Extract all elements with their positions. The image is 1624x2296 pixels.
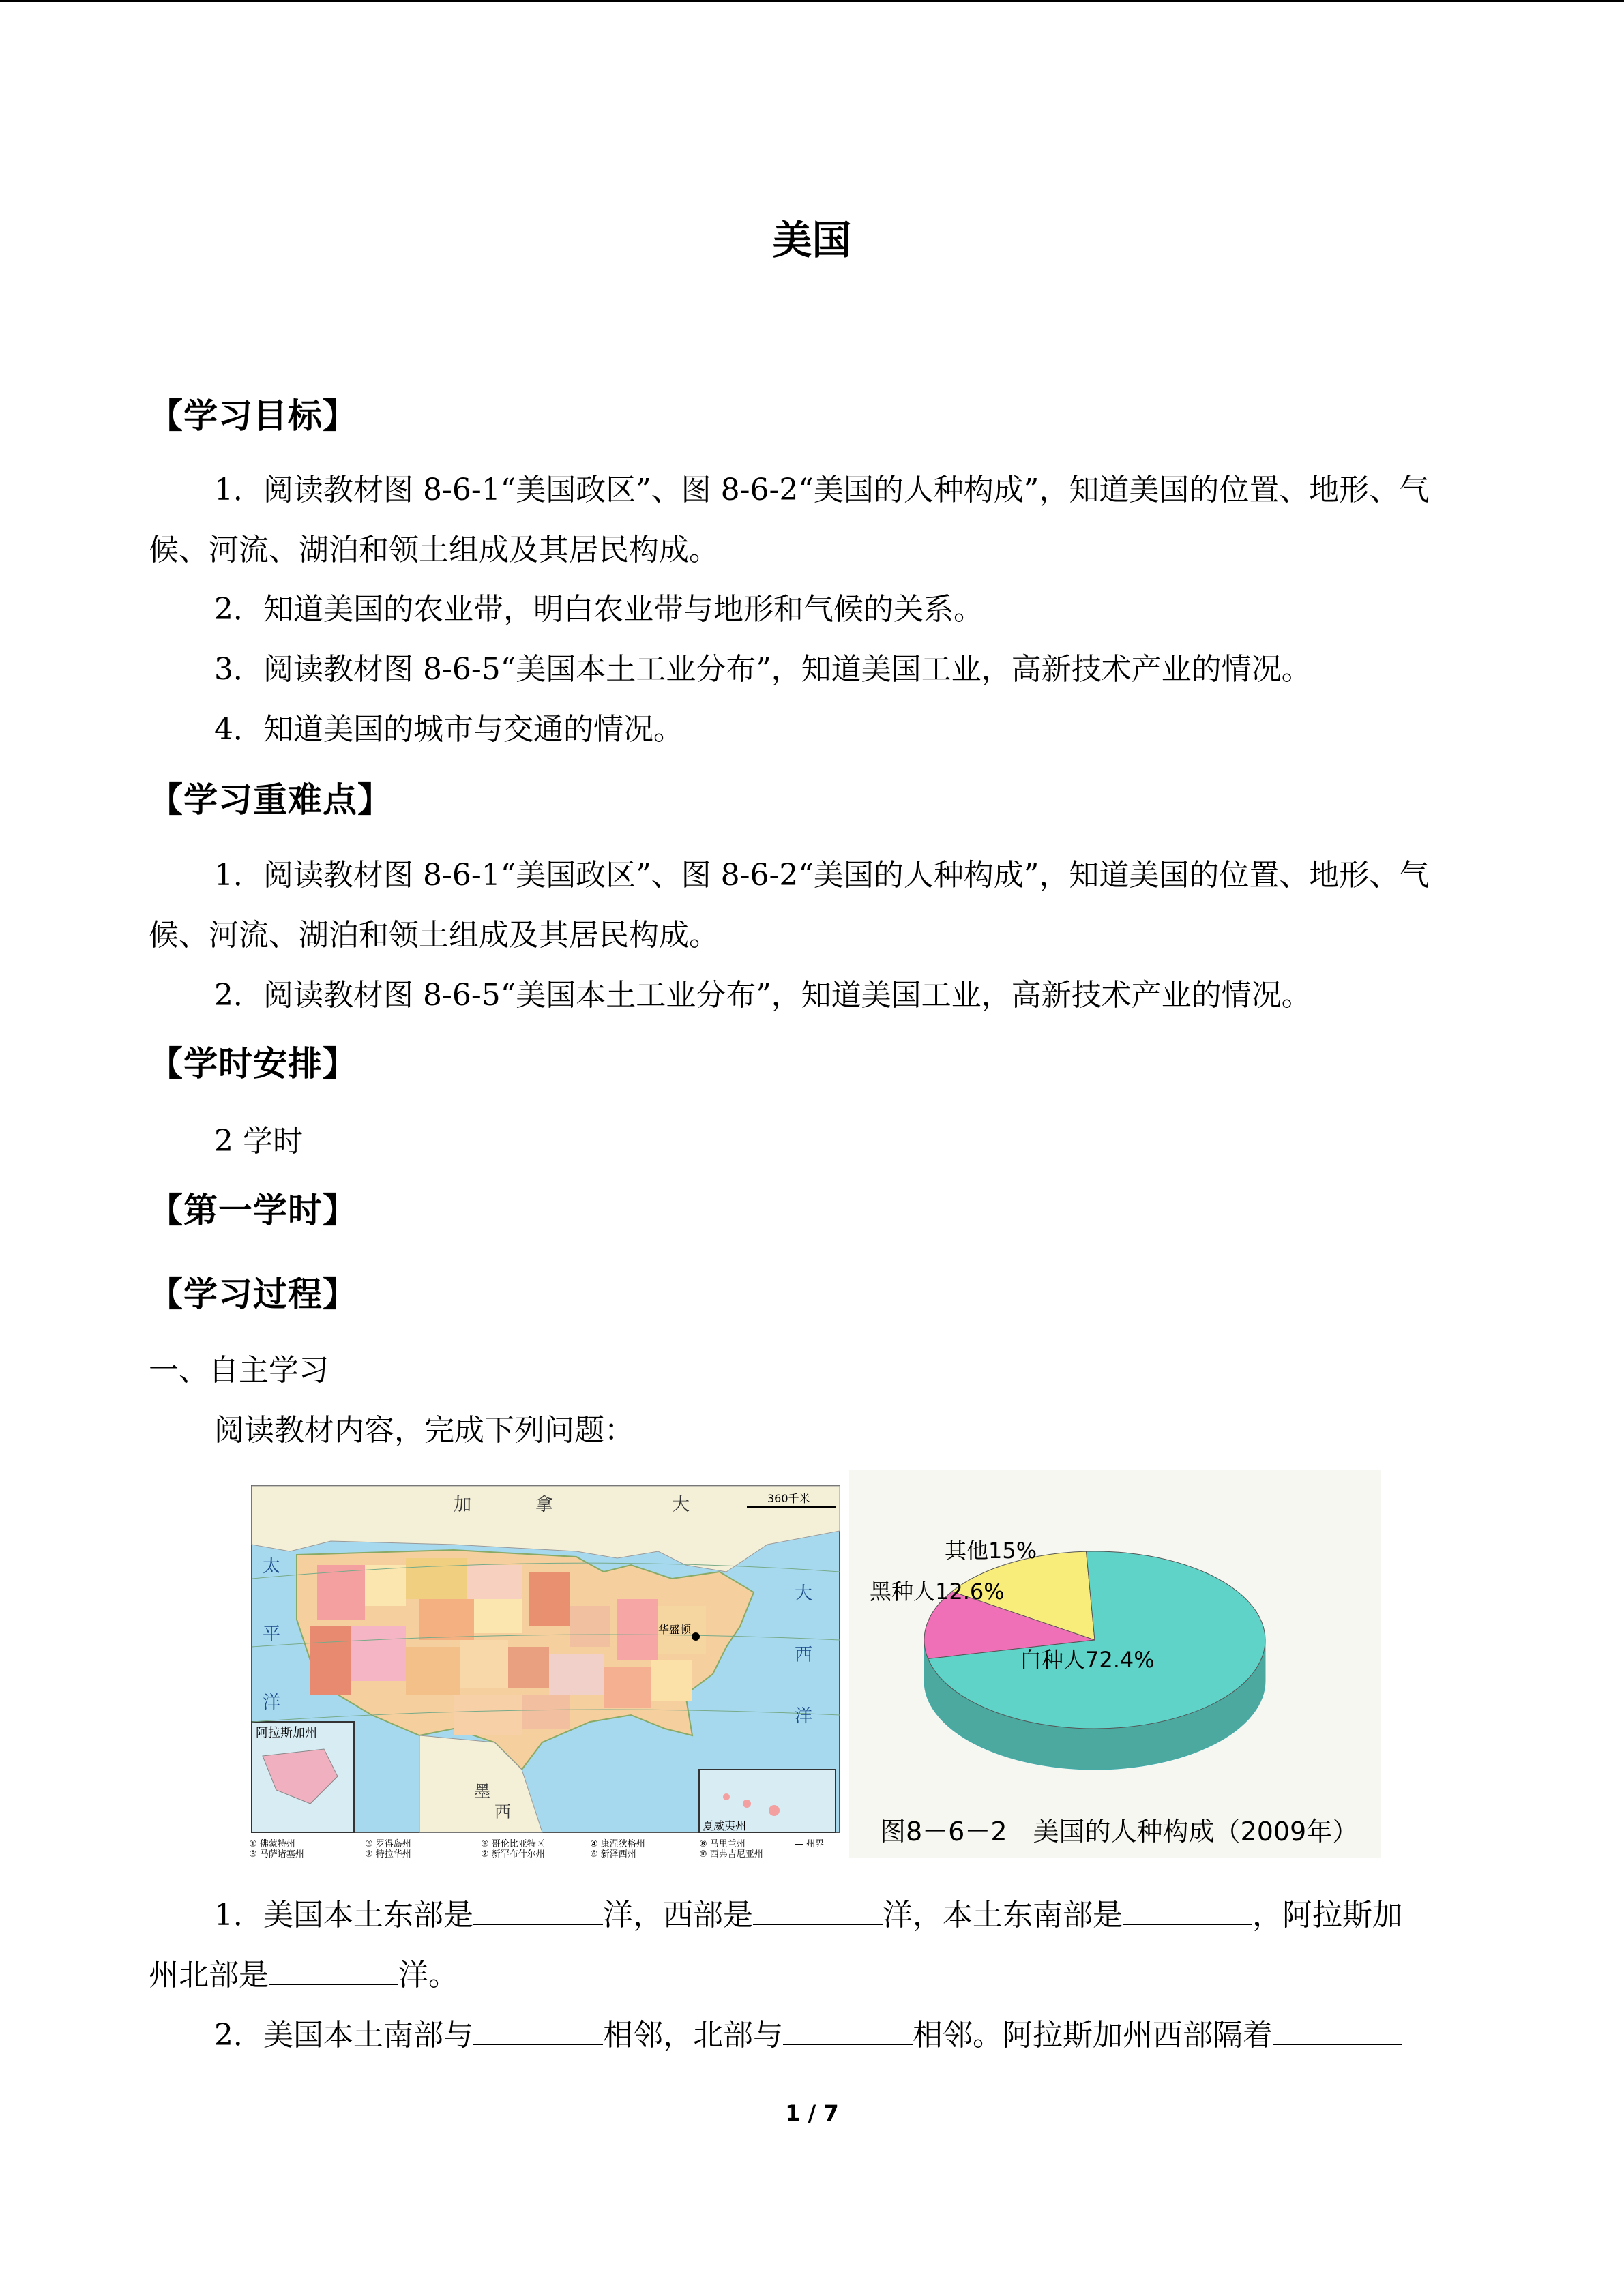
q1-part-f: 洋。	[398, 1958, 458, 1993]
q2-part-a: 2．美国本土南部与	[214, 2018, 473, 2053]
map-label-canada-2: 拿	[535, 1495, 554, 1515]
legend-10: ⑩ 西弗吉尼亚州	[699, 1849, 763, 1858]
objective-1: 1．阅读教材图 8-6-1“美国政区”、图 8-6-2“美国的人种构成”，知道美国的位置、地形、气候、河流、湖泊和领土组成及其居民构成。	[149, 473, 1430, 567]
legend-4: ⑦ 特拉华州	[365, 1849, 411, 1858]
self-study-heading: 一、自主学习	[149, 1353, 329, 1388]
map-label-pacific-3: 洋	[263, 1693, 281, 1713]
process-heading: 【学习过程】	[149, 1274, 357, 1314]
population-pie-chart	[849, 1470, 1381, 1858]
objective-2: 2．知道美国的农业带，明白农业带与地形和气候的关系。	[214, 592, 984, 627]
objectives-heading: 【学习目标】	[149, 396, 357, 436]
map-label-atlantic-2: 西	[795, 1645, 813, 1665]
top-border	[0, 0, 1624, 2]
pie-label-0: 白种人72.4%	[1020, 1647, 1155, 1673]
us-political-map	[249, 1470, 849, 1858]
q1-part-c: 洋，本土东南部是	[883, 1898, 1123, 1933]
map-label-mexico-1: 墨	[474, 1782, 490, 1801]
schedule-heading: 【学时安排】	[149, 1044, 357, 1084]
q2-part-c: 相邻。阿拉斯加州西部隔着	[913, 2018, 1273, 2053]
map-label-alaska: 阿拉斯加州	[256, 1726, 317, 1740]
figure-container	[249, 1470, 1381, 1858]
map-label-hawaii: 夏威夷州	[703, 1819, 747, 1832]
objective-3: 3．阅读教材图 8-6-5“美国本土工业分布”，知道美国工业，高新技术产业的情况。	[214, 652, 1312, 687]
map-label-canada-3: 大	[672, 1495, 690, 1515]
q1-part-a: 1．美国本土东部是	[214, 1898, 473, 1933]
legend-6: ② 新罕布什尔州	[481, 1849, 545, 1858]
pie-label-1: 黑种人12.6%	[870, 1579, 1005, 1605]
key-point-1: 1．阅读教材图 8-6-1“美国政区”、图 8-6-2“美国的人种构成”，知道美国的位置、地形、气候、河流、湖泊和领土组成及其居民构成。	[149, 858, 1430, 953]
legend-7: ④ 康涅狄格州	[590, 1839, 645, 1849]
question-2	[149, 2006, 1475, 2066]
legend-boundary: — 州界	[795, 1839, 825, 1849]
map-label-atlantic-1: 大	[795, 1583, 813, 1604]
q1-blank-3[interactable]	[1123, 1896, 1252, 1925]
first-period-heading: 【第一学时】	[149, 1191, 357, 1230]
q2-blank-3[interactable]	[1273, 2016, 1402, 2045]
question-1-continued	[149, 1945, 1475, 2006]
legend-8: ⑥ 新泽西州	[590, 1849, 636, 1858]
map-label-canada: 加	[454, 1495, 472, 1515]
q1-blank-4[interactable]	[269, 1956, 398, 1985]
q2-part-b: 相邻，北部与	[603, 2018, 783, 2053]
q1-part-e: 州北部是	[149, 1958, 269, 1993]
legend-5: ⑨ 哥伦比亚特区	[481, 1839, 545, 1849]
map-label-washington: 华盛顿	[658, 1623, 692, 1636]
key-points-heading: 【学习重难点】	[149, 780, 392, 820]
q1-blank-2[interactable]	[753, 1896, 883, 1925]
map-scale-label: 360千米	[767, 1492, 810, 1505]
question-1	[149, 1885, 1475, 1945]
legend-9: ⑧ 马里兰州	[699, 1839, 745, 1849]
q1-part-b: 洋，西部是	[603, 1898, 753, 1933]
instruction-text: 阅读教材内容，完成下列问题：	[214, 1413, 634, 1448]
figure-caption: 图8－6－2 美国的人种构成（2009年）	[880, 1817, 1359, 1847]
washington-marker	[692, 1632, 700, 1641]
map-label-mexico-2: 西	[494, 1802, 511, 1821]
page-title: 美国	[772, 217, 852, 263]
q1-blank-1[interactable]	[473, 1896, 603, 1925]
legend-2: ③ 马萨诸塞州	[249, 1849, 304, 1858]
key-point-2: 2．阅读教材图 8-6-5“美国本土工业分布”，知道美国工业，高新技术产业的情况。	[214, 978, 1312, 1013]
objective-4: 4．知道美国的城市与交通的情况。	[214, 712, 683, 747]
q2-blank-2[interactable]	[783, 2016, 913, 2045]
legend-1: ① 佛蒙特州	[249, 1839, 295, 1849]
q2-blank-1[interactable]	[473, 2016, 603, 2045]
map-label-pacific-1: 太	[263, 1556, 281, 1577]
map-label-atlantic-3: 洋	[795, 1706, 813, 1727]
schedule-text: 2 学时	[214, 1124, 303, 1159]
q1-part-d: ，阿拉斯加	[1252, 1898, 1402, 1933]
page-number: 1 / 7	[785, 2100, 839, 2126]
legend-3: ⑤ 罗得岛州	[365, 1839, 411, 1849]
pie-label-2: 其他15%	[945, 1538, 1037, 1564]
map-label-pacific-2: 平	[263, 1624, 281, 1645]
